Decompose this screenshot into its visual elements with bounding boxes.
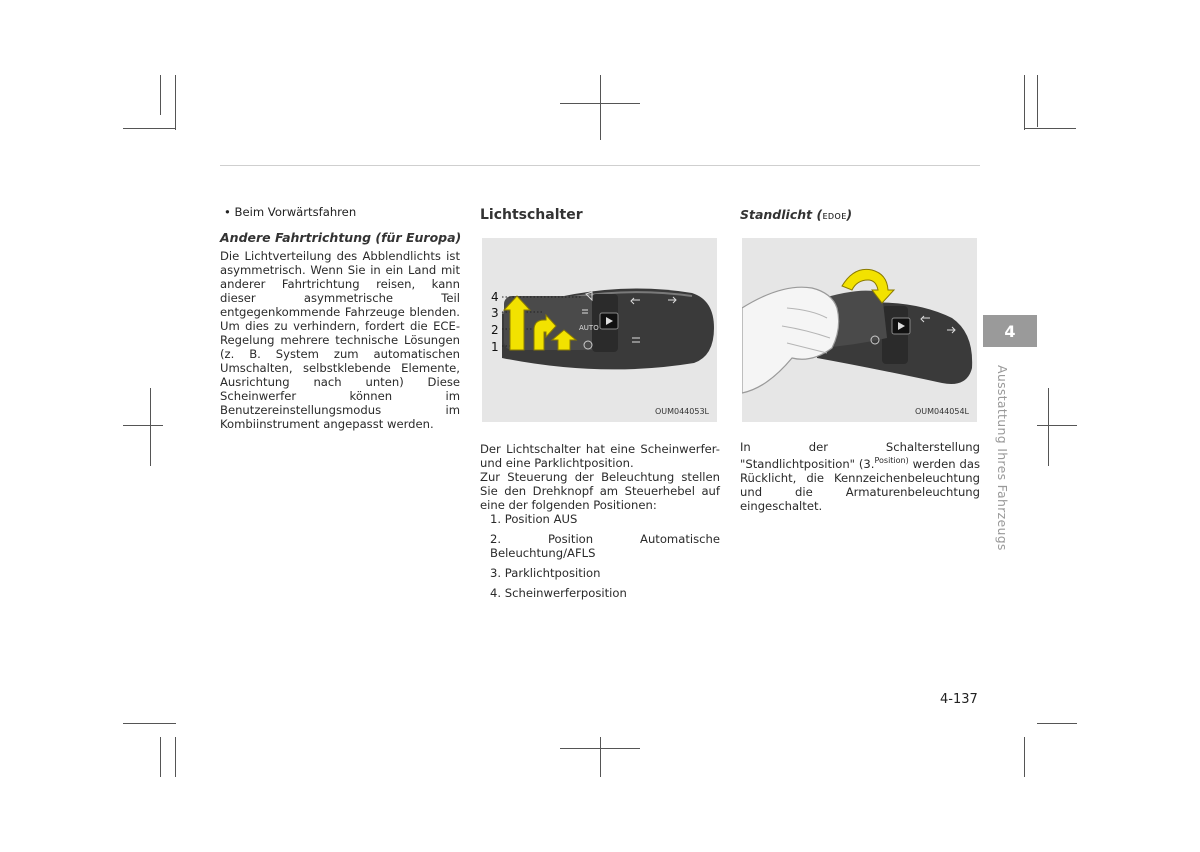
bullet-forward-driving: • Beim Vorwärtsfahren [224, 205, 357, 219]
crop-mark [175, 737, 176, 777]
position-number-3: 3 [491, 306, 499, 320]
paragraph-parking-light [740, 440, 980, 513]
crop-mark [1024, 75, 1025, 130]
crop-mark [160, 737, 161, 777]
crop-mark [1037, 75, 1038, 127]
positions-list [490, 512, 720, 606]
chapter-tab: 4 [983, 315, 1037, 347]
header-rule [220, 165, 980, 166]
light-switch-illustration [482, 238, 717, 422]
paragraph-part-b: werden das Rücklicht, die Kennzeichenbeleuchtung und die Armaturenbeleuchtung eingeschaltet. [740, 456, 980, 513]
list-item: 1. Position AUS [490, 512, 578, 526]
title-close: ) [846, 207, 853, 222]
auto-label: AUTO [579, 324, 599, 332]
chapter-side-label: Ausstattung Ihres Fahrzeugs [995, 365, 1010, 551]
section-title-light-switch: Lichtschalter [480, 207, 583, 223]
list-item: 3. Parklichtposition [490, 566, 601, 580]
crop-mark [175, 75, 176, 130]
title-text: Standlicht ( [740, 207, 823, 222]
position-number-4: 4 [491, 290, 499, 304]
position-number-2: 2 [491, 323, 499, 337]
crop-mark [600, 737, 601, 777]
paragraph-light-switch-intro: Der Lichtschalter hat eine Scheinwerfer- und eine Parklichtposition. [480, 442, 720, 470]
list-item: 4. Scheinwerferposition [490, 586, 627, 600]
crop-mark [1037, 723, 1077, 724]
position-number-1: 1 [491, 340, 499, 354]
crop-mark [1024, 737, 1025, 777]
crop-mark [560, 748, 640, 749]
parking-light-illustration [742, 238, 977, 422]
page-number: 4-137 [940, 692, 978, 707]
crop-mark [1037, 425, 1077, 426]
crop-mark [560, 103, 640, 104]
crop-mark [123, 128, 176, 129]
figure-parking-light [742, 238, 977, 422]
crop-mark [150, 388, 151, 466]
figure-code: OUM044053L [654, 407, 709, 416]
superscript-position: Position) [874, 456, 909, 465]
paragraph-light-switch-control: Zur Steuerung der Beleuchtung stellen Sie den Drehknopf am Steuerhebel auf eine der folgenden Positionen: [480, 470, 720, 512]
figure-light-switch [482, 238, 717, 422]
crop-mark [1048, 388, 1049, 466]
subheading-other-direction: Andere Fahrtrichtung (für Europa) [220, 230, 462, 245]
list-item: 2. Position Automatische Beleuchtung/AFLS [490, 532, 720, 560]
crop-mark [160, 75, 161, 115]
crop-mark [1024, 128, 1076, 129]
crop-mark [123, 723, 176, 724]
figure-code: OUM044054L [914, 407, 969, 416]
paragraph-light-distribution: Die Lichtverteilung des Abblendlichts ist asymmetrisch. Wenn Sie in ein Land mit anderer Fahrtrichtung reisen, kann dieser asymmetrische Teil entgegenkommende Fahrzeuge blenden. Um dies zu verhindern, fordert die ECE-Regelung mehrere technische Lösungen (z. B. System zum automatischen Umschalten, selbstklebende Elemente, Ausrichtung nach unten) Diese Scheinwerfer können im Benutzereinstellungsmodus im Kombiinstrument angepasst werden. [220, 249, 460, 431]
parking-light-icon: ᴇᴅᴏᴇ [822, 209, 847, 222]
paragraph-part-a: In der Schalterstellung "Standlichtposition" (3. [740, 440, 980, 471]
crop-mark [600, 75, 601, 140]
crop-mark [123, 425, 163, 426]
section-title-parking-light [740, 207, 852, 222]
